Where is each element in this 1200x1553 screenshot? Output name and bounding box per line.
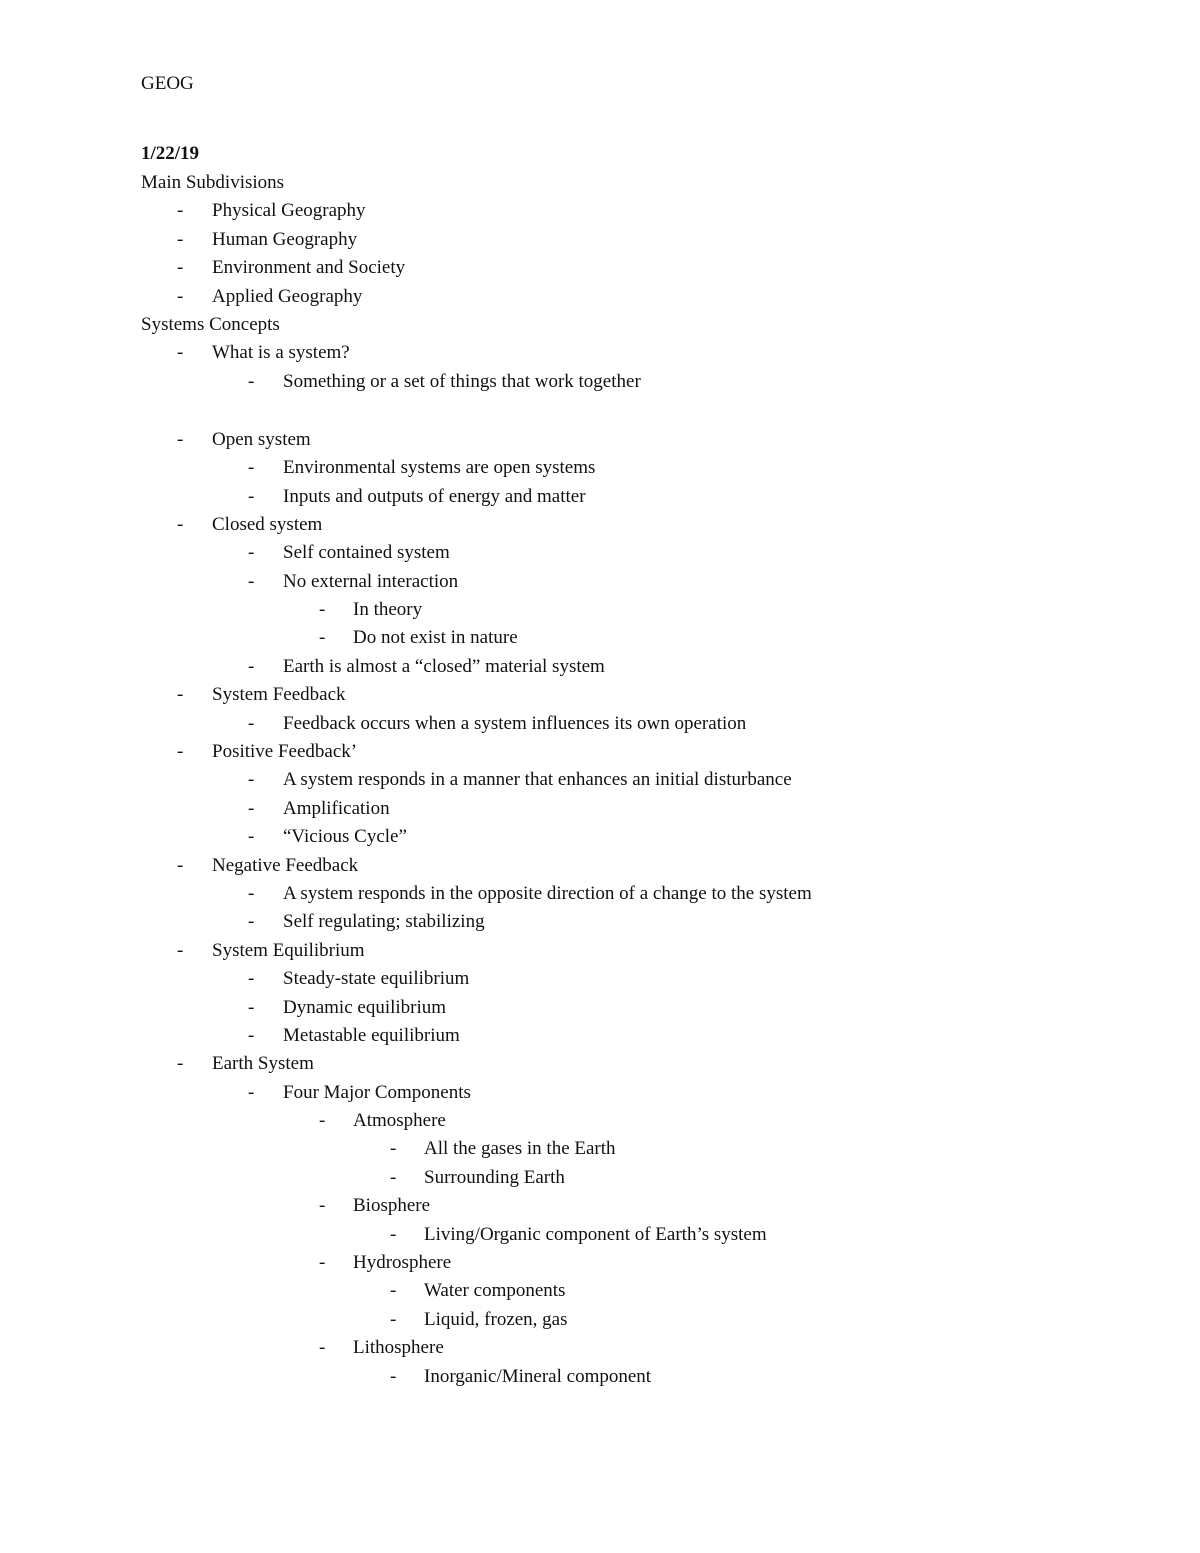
list-item bbox=[141, 1164, 1141, 1192]
list-item bbox=[141, 1022, 1141, 1050]
list-item bbox=[141, 681, 1141, 709]
bullet-dash: - bbox=[177, 200, 184, 222]
bullet-dash: - bbox=[248, 769, 255, 791]
bullet-dash: - bbox=[248, 570, 255, 592]
bullet-dash: - bbox=[390, 1308, 397, 1330]
list-item bbox=[141, 596, 1141, 624]
list-item-text: Living/Organic component of Earth’s system bbox=[424, 1223, 767, 1245]
list-item bbox=[141, 226, 1141, 254]
bullet-dash: - bbox=[177, 285, 184, 307]
list-item-text: Water components bbox=[424, 1280, 566, 1302]
list-item-text: Applied Geography bbox=[212, 285, 363, 307]
list-item bbox=[141, 738, 1141, 766]
list-item-text: Environment and Society bbox=[212, 257, 406, 279]
list-item-text: In theory bbox=[353, 599, 423, 621]
list-item-text: Inputs and outputs of energy and matter bbox=[283, 485, 586, 507]
bullet-dash: - bbox=[177, 741, 184, 763]
list-item bbox=[141, 426, 1141, 454]
list-item-text: Physical Geography bbox=[212, 200, 366, 222]
bullet-dash: - bbox=[390, 1138, 397, 1160]
list-item-text: Metastable equilibrium bbox=[283, 1024, 460, 1046]
list-item bbox=[141, 1277, 1141, 1305]
bullet-dash: - bbox=[319, 1252, 326, 1274]
list-item-text: Lithosphere bbox=[353, 1337, 444, 1359]
bullet-dash: - bbox=[248, 911, 255, 933]
bullet-dash: - bbox=[390, 1365, 397, 1387]
bullet-dash: - bbox=[319, 599, 326, 621]
list-item bbox=[141, 1306, 1141, 1334]
list-item-text: A system responds in a manner that enhances an initial disturbance bbox=[283, 769, 792, 791]
bullet-dash: - bbox=[390, 1280, 397, 1302]
bullet-dash: - bbox=[177, 939, 184, 961]
list-item bbox=[141, 852, 1141, 880]
list-item bbox=[141, 1221, 1141, 1249]
list-item bbox=[141, 880, 1141, 908]
list-item-text: System Equilibrium bbox=[212, 939, 365, 961]
bullet-dash: - bbox=[177, 257, 184, 279]
section-heading bbox=[141, 169, 1141, 197]
notes-outline bbox=[141, 169, 1141, 1391]
list-item-text: Self contained system bbox=[283, 542, 450, 564]
bullet-dash: - bbox=[177, 342, 184, 364]
list-item bbox=[141, 937, 1141, 965]
bullet-dash: - bbox=[177, 684, 184, 706]
list-item bbox=[141, 710, 1141, 738]
list-item bbox=[141, 823, 1141, 851]
bullet-dash: - bbox=[248, 485, 255, 507]
list-item-text: A system responds in the opposite direction of a change to the system bbox=[283, 882, 812, 904]
list-item bbox=[141, 965, 1141, 993]
bullet-dash: - bbox=[390, 1166, 397, 1188]
bullet-dash: - bbox=[248, 457, 255, 479]
bullet-dash: - bbox=[248, 826, 255, 848]
list-item-text: Surrounding Earth bbox=[424, 1166, 565, 1188]
bullet-dash: - bbox=[248, 655, 255, 677]
list-item-text: Human Geography bbox=[212, 228, 358, 250]
course-header: GEOG bbox=[141, 73, 194, 94]
blank-line bbox=[141, 396, 1141, 426]
list-item bbox=[141, 1249, 1141, 1277]
list-item bbox=[141, 1107, 1141, 1135]
list-item-text: Hydrosphere bbox=[353, 1252, 452, 1274]
bullet-dash: - bbox=[248, 1024, 255, 1046]
list-item-text: Inorganic/Mineral component bbox=[424, 1365, 652, 1387]
list-item-text: No external interaction bbox=[283, 570, 459, 592]
list-item-text: Self regulating; stabilizing bbox=[283, 911, 485, 933]
bullet-dash: - bbox=[319, 1337, 326, 1359]
list-item bbox=[141, 653, 1141, 681]
list-item-text: Earth System bbox=[212, 1053, 314, 1075]
bullet-dash: - bbox=[319, 1195, 326, 1217]
list-item bbox=[141, 254, 1141, 282]
list-item bbox=[141, 908, 1141, 936]
list-item bbox=[141, 766, 1141, 794]
list-item-text: Amplification bbox=[283, 797, 390, 819]
list-item bbox=[141, 483, 1141, 511]
list-item bbox=[141, 1135, 1141, 1163]
bullet-dash: - bbox=[248, 996, 255, 1018]
list-item bbox=[141, 197, 1141, 225]
list-item-text: Biosphere bbox=[353, 1195, 431, 1217]
list-item bbox=[141, 368, 1141, 396]
bullet-dash: - bbox=[248, 968, 255, 990]
list-item-text: Dynamic equilibrium bbox=[283, 996, 447, 1018]
lecture-date: 1/22/19 bbox=[141, 143, 200, 164]
list-item-text: Liquid, frozen, gas bbox=[424, 1308, 568, 1330]
bullet-dash: - bbox=[177, 854, 184, 876]
list-item bbox=[141, 795, 1141, 823]
bullet-dash: - bbox=[177, 513, 184, 535]
list-item bbox=[141, 1192, 1141, 1220]
list-item bbox=[141, 511, 1141, 539]
bullet-dash: - bbox=[248, 1081, 255, 1103]
list-item bbox=[141, 1334, 1141, 1362]
list-item-text: All the gases in the Earth bbox=[424, 1138, 616, 1160]
bullet-dash: - bbox=[248, 712, 255, 734]
list-item bbox=[141, 568, 1141, 596]
list-item bbox=[141, 454, 1141, 482]
list-item bbox=[141, 539, 1141, 567]
list-item bbox=[141, 994, 1141, 1022]
list-item-text: Main Subdivisions bbox=[141, 172, 285, 193]
list-item-text: Open system bbox=[212, 428, 311, 450]
bullet-dash: - bbox=[177, 428, 184, 450]
list-item-text: System Feedback bbox=[212, 684, 346, 706]
list-item-text: What is a system? bbox=[212, 342, 350, 364]
bullet-dash: - bbox=[319, 627, 326, 649]
list-item-text: Negative Feedback bbox=[212, 854, 359, 876]
bullet-dash: - bbox=[319, 1110, 326, 1132]
list-item-text: Something or a set of things that work together bbox=[283, 370, 641, 392]
bullet-dash: - bbox=[177, 1053, 184, 1075]
list-item bbox=[141, 624, 1141, 652]
list-item bbox=[141, 1363, 1141, 1391]
list-item-text: Positive Feedback’ bbox=[212, 741, 358, 763]
list-item-text: Do not exist in nature bbox=[353, 627, 518, 649]
bullet-dash: - bbox=[248, 797, 255, 819]
list-item-text: Environmental systems are open systems bbox=[283, 457, 596, 479]
bullet-dash: - bbox=[248, 542, 255, 564]
list-item-text: Four Major Components bbox=[283, 1081, 471, 1103]
list-item-text: Earth is almost a “closed” material system bbox=[283, 655, 605, 677]
list-item-text: Closed system bbox=[212, 513, 323, 535]
list-item bbox=[141, 1050, 1141, 1078]
section-heading bbox=[141, 311, 1141, 339]
list-item bbox=[141, 1079, 1141, 1107]
list-item-text: Systems Concepts bbox=[141, 313, 280, 335]
bullet-dash: - bbox=[248, 882, 255, 904]
bullet-dash: - bbox=[177, 228, 184, 250]
list-item-text: “Vicious Cycle” bbox=[283, 826, 407, 848]
bullet-dash: - bbox=[390, 1223, 397, 1245]
list-item-text: Atmosphere bbox=[353, 1110, 446, 1132]
list-item-text: Steady-state equilibrium bbox=[283, 968, 470, 990]
list-item bbox=[141, 339, 1141, 367]
list-item-text: Feedback occurs when a system influences its own operation bbox=[283, 712, 747, 734]
list-item bbox=[141, 283, 1141, 311]
bullet-dash: - bbox=[248, 370, 255, 392]
